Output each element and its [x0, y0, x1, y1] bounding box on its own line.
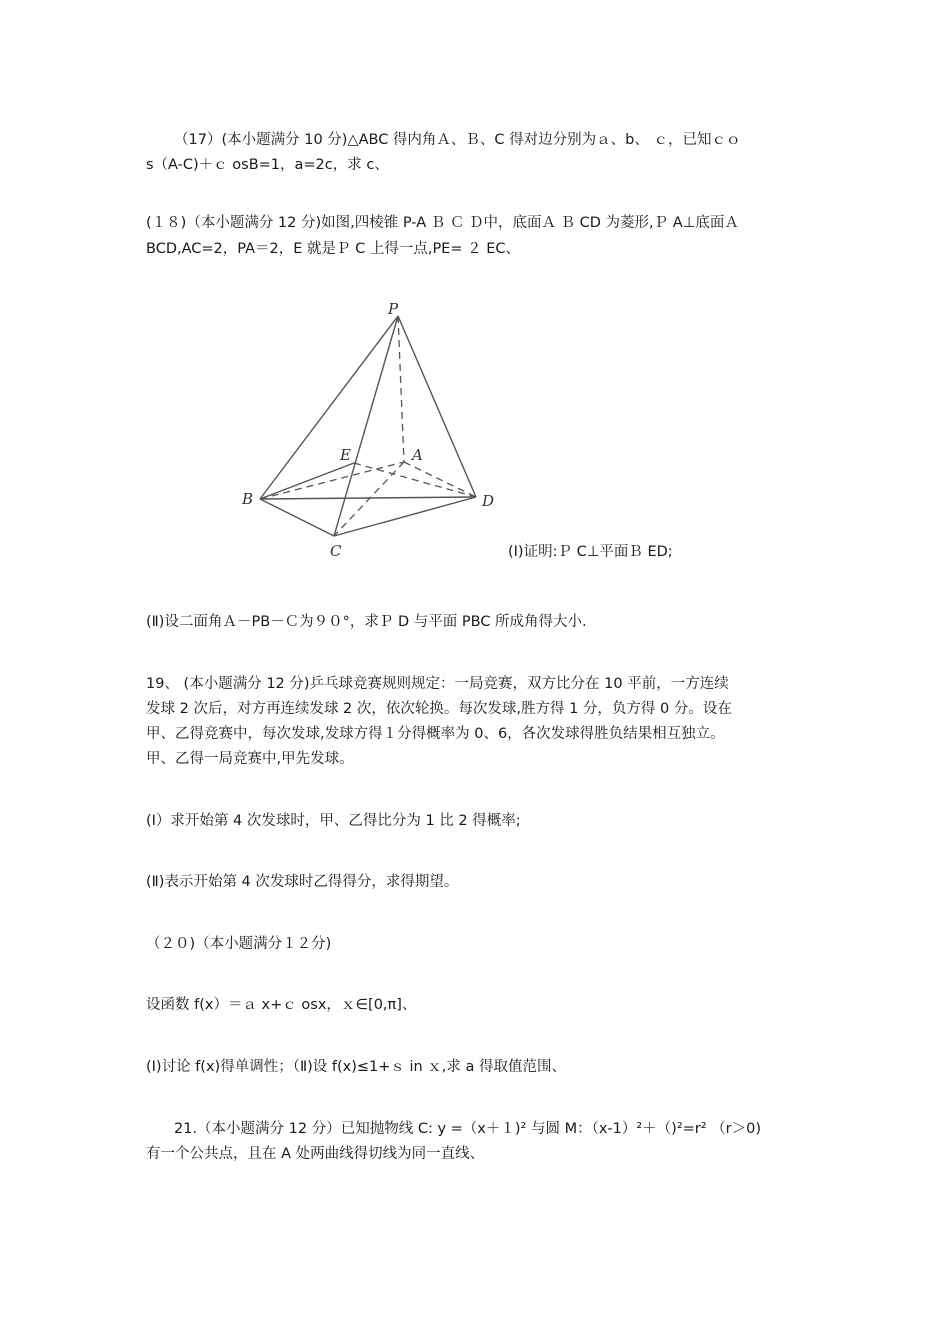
label-d: D	[482, 492, 495, 510]
q19-line-2: 发球 2 次后，对方再连续发球 2 次，依次轮换。每次发球,胜方得 1 分，负方得 0 分。设在	[146, 701, 732, 717]
q18-part-1: (Ⅰ)证明:Ｐ C⊥平面Ｂ ED;	[508, 544, 673, 560]
label-e: E	[340, 446, 351, 464]
q17-line-1: （17）(本小题满分 10 分)△ABC 得内角Ａ、Ｂ、C 得对边分别为ａ、b、 ｃ，已知ｃｏ	[174, 132, 741, 148]
q18-part-2: (Ⅱ)设二面角Ａ－PB－Ｃ为９０°，求Ｐ D 与平面 PBC 所成角得大小.	[146, 614, 587, 630]
pyramid-diagram	[236, 292, 510, 564]
q21-line-2: 有一个公共点，且在 A 处两曲线得切线为同一直线、	[146, 1146, 485, 1162]
edge-bd	[260, 497, 476, 499]
pyramid-figure	[236, 292, 510, 564]
q19-part-2: (Ⅱ)表示开始第 4 次发球时乙得得分，求得期望。	[146, 874, 459, 890]
edge-bc	[260, 499, 334, 536]
q19-part-1: (Ⅰ）求开始第 4 次发球时，甲、乙得比分为 1 比 2 得概率;	[146, 813, 521, 829]
edge-pb	[260, 316, 398, 499]
q19-line-3: 甲、乙得竞赛中，每次发球,发球方得１分得概率为 0、6，各次发球得胜负结果相互独立。	[146, 726, 725, 742]
edge-cd	[334, 497, 476, 536]
q20-title: （２０)（本小题满分１２分)	[146, 936, 332, 952]
q19-line-4: 甲、乙得一局竞赛中,甲先发球。	[146, 751, 354, 767]
label-p: P	[388, 300, 399, 318]
label-b: B	[242, 490, 254, 508]
q21-line-1: 21.（本小题满分 12 分）已知抛物线 C: y =（x＋１)² 与圆 M：（x-1）²＋（)²=r² （r＞0)	[174, 1121, 762, 1137]
label-c: C	[330, 542, 342, 560]
q18-line-2: BCD,AC=2，PA＝2，E 就是Ｐ C 上得一点,PE= ２ EC、	[146, 241, 520, 257]
edge-pc	[334, 316, 398, 536]
edge-pd	[398, 316, 476, 497]
edge-ed	[354, 463, 476, 497]
label-a: A	[412, 446, 423, 464]
q18-line-1: (１８)（本小题满分 12 分)如图,四棱锥 P-A Ｂ Ｃ Ｄ中，底面Ａ Ｂ CD 为菱形,Ｐ A⊥底面Ａ	[146, 215, 739, 231]
q20-parts: (Ⅰ)讨论 f(x)得单调性；（Ⅱ)设 f(x)≤1+ｓ in ｘ,求 a 得取值范围、	[146, 1059, 567, 1075]
q17-line-2: s（A-C)＋ｃ osB=1，a=2c，求 c、	[146, 157, 389, 173]
q19-line-1: 19、 (本小题满分 12 分)乒乓球竞赛规则规定：一局竞赛，双方比分在 10 平前，一方连续	[146, 676, 729, 692]
q20-setup: 设函数 f(x）＝ａ x+ｃ osx，ｘ∈[0,π]、	[146, 997, 417, 1013]
edge-ba	[260, 462, 404, 499]
edge-pa	[398, 316, 404, 462]
